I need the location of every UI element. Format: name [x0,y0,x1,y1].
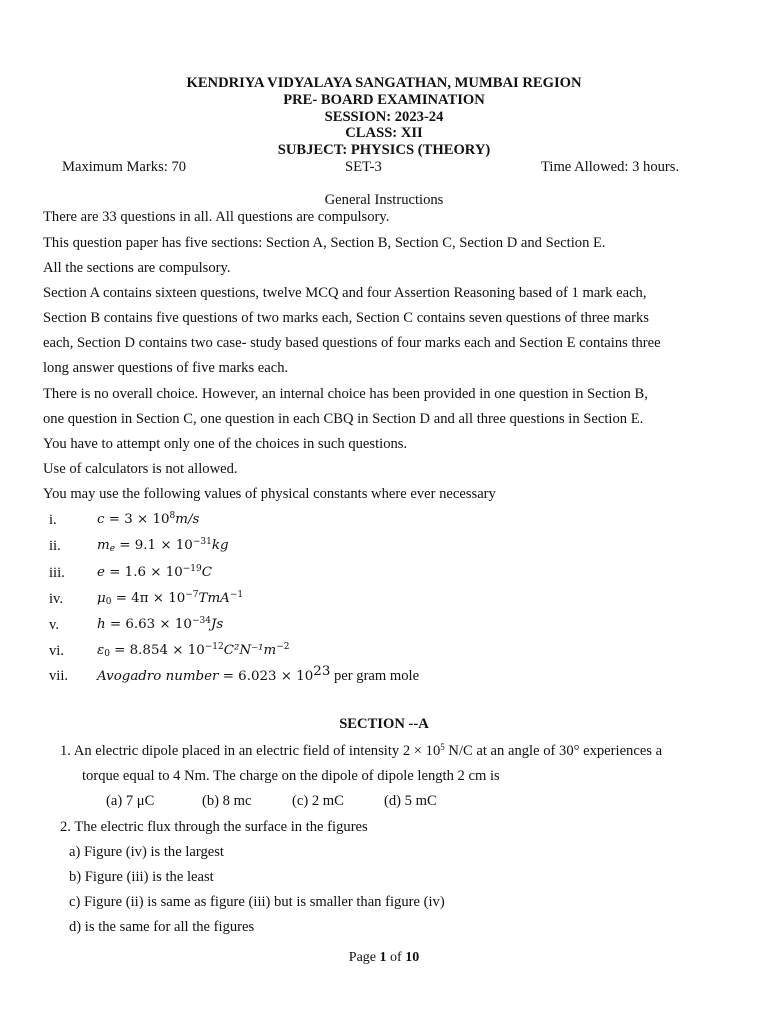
instruction-line: Section B contains five questions of two marks each, Section C contains seven questions of three marks [43,310,649,326]
constant-number: v. [49,617,59,633]
instructions-title: General Instructions [324,192,444,208]
q1-option-b[interactable]: (b) 8 mc [202,793,252,809]
constant-number: i. [49,512,57,528]
q1-option-a[interactable]: (a) 7 μC [106,793,155,809]
instruction-line: Section A contains sixteen questions, twelve MCQ and four Assertion Reasoning based of 1 mark each, [43,285,647,301]
constant-number: vi. [49,643,64,659]
constant-value: $\mu_0 = 4\pi \times 10^{-7}TmA^{-1}$ [97,590,244,607]
instruction-line: All the sections are compulsory. [43,260,231,276]
org-title: KENDRIYA VIDYALAYA SANGATHAN, MUMBAI REGION [186,75,582,91]
session-title: SESSION: 2023-24 [324,109,444,125]
instruction-line: There is no overall choice. However, an internal choice has been provided in one question in Section B, [43,386,648,402]
page-number: 1 [379,950,387,965]
instruction-line: long answer questions of five marks each. [43,360,289,376]
constant-number: vii. [49,668,69,684]
instruction-line: one question in Section C, one question in each CBQ in Section D and all three questions in Section E. [43,411,644,427]
constant-number: iii. [49,565,65,581]
subject-title: SUBJECT: PHYSICS (THEORY) [277,142,491,158]
q2-option-b[interactable]: b) Figure (iii) is the least [69,869,214,885]
instruction-line: You have to attempt only one of the choices in such questions. [43,436,408,452]
question-1-line-2: torque equal to 4 Nm. The charge on the dipole of dipole length 2 cm is [82,768,500,784]
time-allowed: Time Allowed: 3 hours. [541,159,680,175]
section-a-heading: SECTION --A [339,716,429,732]
max-marks: Maximum Marks: 70 [62,159,187,175]
q2-option-d[interactable]: d) is the same for all the figures [69,919,255,935]
instruction-line: You may use the following values of physical constants where ever necessary [43,486,496,502]
page-total: 10 [405,950,420,965]
constant-value: $\varepsilon_0 = 8.854 \times 10^{-12}C^2N^{-1}m^{-2}$ [97,642,290,659]
instruction-line: There are 33 questions in all. All questions are compulsory. [43,209,390,225]
question-2-stem: 2. The electric flux through the surface in the figures [60,819,368,835]
constant-value: Avogadro number = $6.023 \times 10^{23}$ per gram mole [97,664,420,684]
constant-value: $e = 1.6 \times 10^{-19}C$ [97,564,212,580]
page-footer: Page 1 of 10 [348,950,420,965]
instruction-line: Use of calculators is not allowed. [43,461,238,477]
question-1-line-1: 1. An electric dipole placed in an electric field of intensity $2 \times 10^5$ N/C at an angle of 30° experiences a [60,742,663,759]
constant-value: $m_e = 9.1 \times 10^{-31}kg$ [97,537,229,554]
instruction-line: This question paper has five sections: Section A, Section B, Section C, Section D and Section E. [43,235,606,251]
constant-value: $h = 6.63 \times 10^{-34}Js$ [97,616,224,632]
q2-option-c[interactable]: c) Figure (ii) is same as figure (iii) but is smaller than figure (iv) [69,894,445,910]
constant-number: ii. [49,538,61,554]
constant-number: iv. [49,591,64,607]
class-title: CLASS: XII [345,125,423,141]
instruction-line: each, Section D contains two case- study based questions of four marks each and Section E contains three [43,335,661,351]
set-label: SET-3 [345,159,382,175]
q2-option-a[interactable]: a) Figure (iv) is the largest [69,844,224,860]
q1-option-c[interactable]: (c) 2 mC [292,793,344,809]
exam-title: PRE- BOARD EXAMINATION [283,92,485,108]
constant-value: $c = 3 \times 10^8m/s$ [97,511,200,527]
q1-option-d[interactable]: (d) 5 mC [384,793,437,809]
